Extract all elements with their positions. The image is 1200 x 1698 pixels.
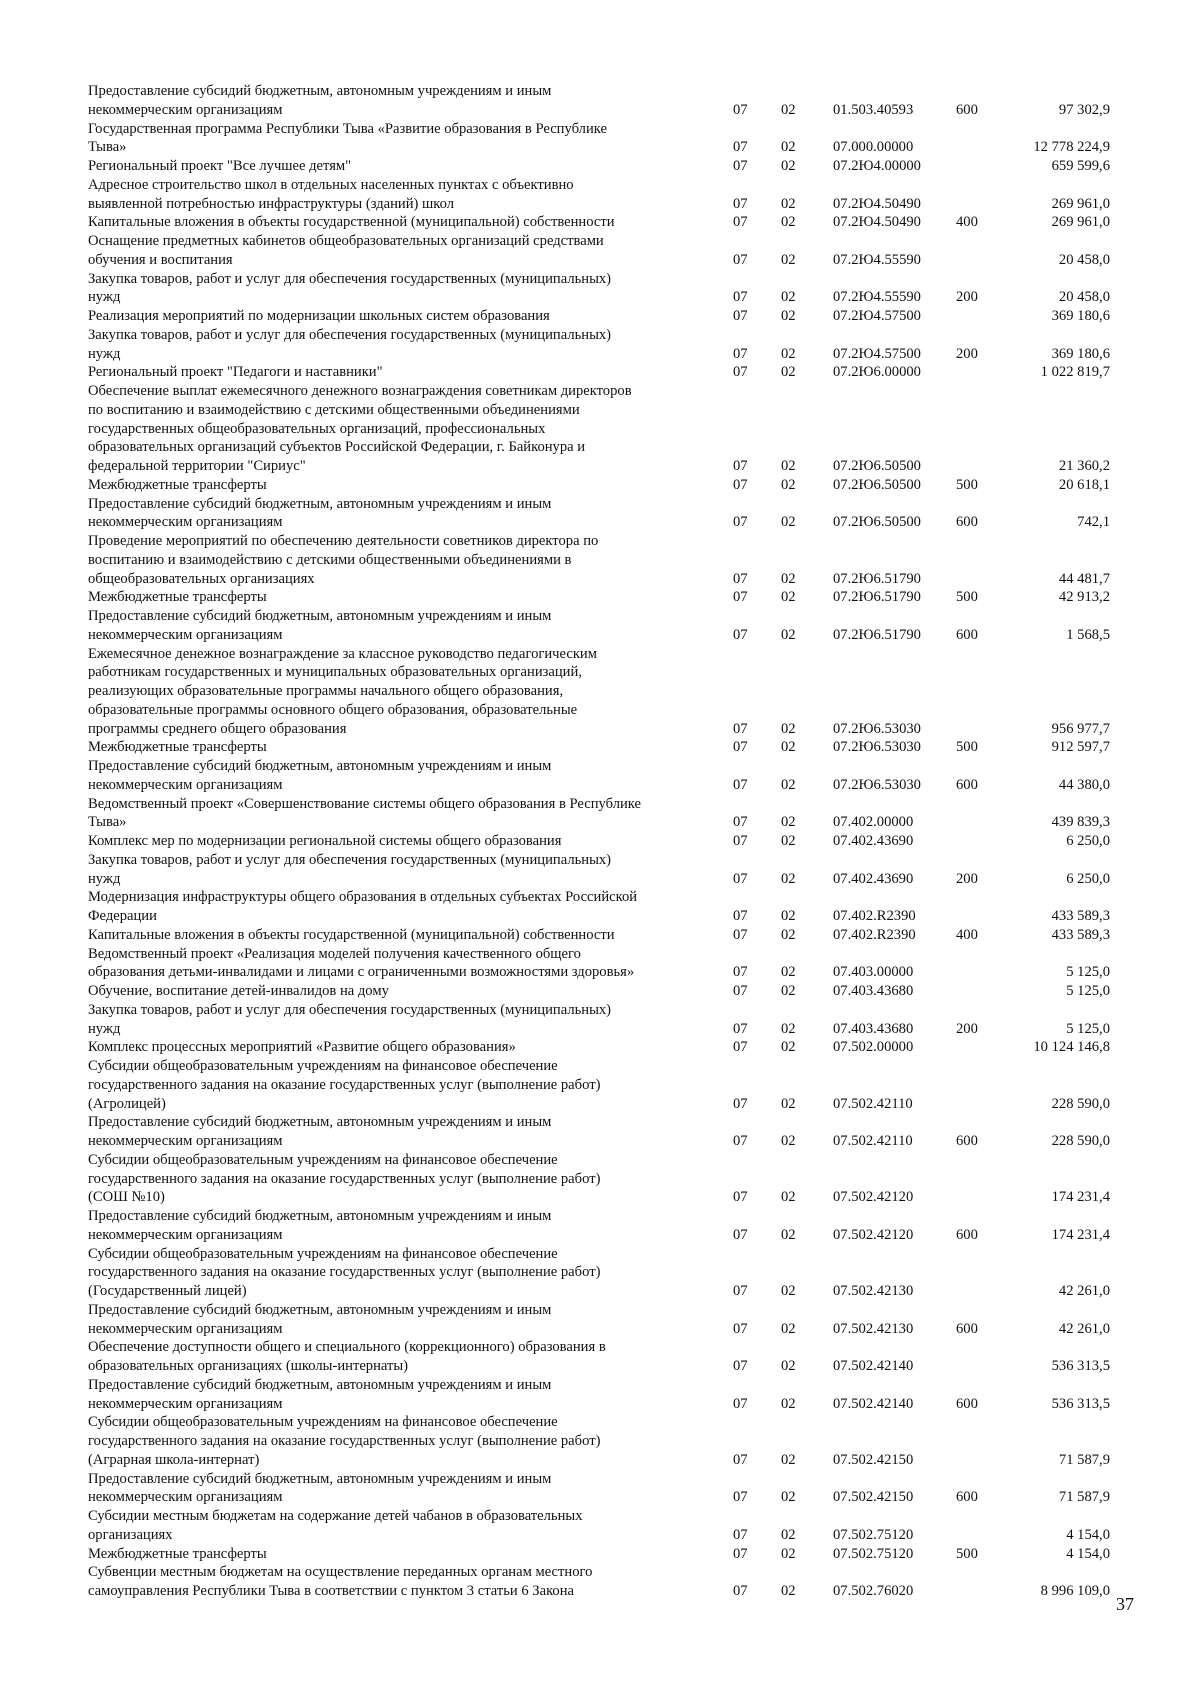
row-description: (СОШ №10) [88, 1189, 165, 1206]
amount: 228 590,0 [1051, 1133, 1110, 1149]
amount: 6 250,0 [1066, 833, 1110, 849]
table-row [0, 1470, 1200, 1508]
row-line: Межбюджетные трансферты 07 02 07.2Ю6.51790 500 42 913,2 [88, 589, 1110, 606]
row-line [0, 326, 1200, 345]
row-line [0, 1507, 1200, 1526]
row-line [0, 757, 1200, 776]
table-row [0, 1057, 1200, 1113]
row-line: (Аграрная школа-интернат) 07 02 07.502.42150 71 587,9 [88, 1451, 1110, 1468]
table-row [0, 495, 1200, 533]
amount: 956 977,7 [1051, 720, 1110, 737]
amount: 20 458,0 [1058, 251, 1110, 268]
row-description: самоуправления Республики Тыва в соответствии с пунктом 3 статьи 6 Закона [88, 1583, 575, 1599]
row-line: (Государственный лицей) 07 02 07.502.42130 42 261,0 [88, 1283, 1110, 1299]
amount: 20 458,0 [1058, 289, 1110, 306]
table-row [0, 270, 1200, 308]
table-row [0, 382, 1200, 476]
amount: 369 180,6 [1051, 308, 1110, 324]
row-line [0, 420, 1200, 439]
amount: 71 587,9 [1058, 1451, 1110, 1468]
row-line: нужд 07 02 07.402.43690 200 6 250,0 [88, 870, 1110, 887]
row-description: Предоставление субсидий бюджетным, автономным учреждениям и иным [88, 1301, 552, 1318]
amount: 269 961,0 [1051, 195, 1110, 212]
row-description: Капитальные вложения в объекты государственной (муниципальной) собственности [88, 214, 615, 231]
row-line [0, 1001, 1200, 1020]
row-line [0, 795, 1200, 814]
amount: 42 261,0 [1058, 1320, 1110, 1337]
row-line: некоммерческим организациям 07 02 07.502.42150 600 71 587,9 [88, 1489, 1110, 1506]
row-line: образования детьми-инвалидами и лицами с ограниченными возможностями здоровья» 07 02 07.403.00000 5 125,0 [88, 964, 1110, 981]
row-description: государственного задания на оказание государственных услуг (выполнение работ) [88, 1433, 601, 1449]
row-description: Предоставление субсидий бюджетным, автономным учреждениям и иным [88, 758, 552, 774]
row-description: Предоставление субсидий бюджетным, автономным учреждениям и иным [88, 1208, 552, 1224]
row-line [0, 1432, 1200, 1451]
amount: 12 778 224,9 [1033, 139, 1110, 156]
row-line [0, 1263, 1200, 1282]
row-description: Предоставление субсидий бюджетным, автономным учреждениям и иным [88, 495, 552, 512]
row-description: государственного задания на оказание государственных услуг (выполнение работ) [88, 1264, 601, 1281]
row-description: Предоставление субсидий бюджетным, автономным учреждениям и иным [88, 83, 552, 99]
amount: 912 597,7 [1051, 739, 1110, 756]
table-row [0, 757, 1200, 795]
row-line: некоммерческим организациям 07 02 01.503.40593 600 97 302,9 [88, 101, 1110, 118]
row-line: федеральной территории "Сириус" 07 02 07.2Ю6.50500 21 360,2 [88, 458, 1110, 474]
amount: 174 231,4 [1051, 1226, 1110, 1243]
row-line [0, 1563, 1200, 1582]
row-line [0, 382, 1200, 401]
row-description: некоммерческим организациям [88, 1133, 283, 1149]
row-line: некоммерческим организациям 07 02 07.502.42110 600 228 590,0 [88, 1133, 1110, 1149]
amount: 5 125,0 [1066, 964, 1110, 981]
row-description: Оснащение предметных кабинетов общеобразовательных организаций средствами [88, 233, 604, 249]
row-description: нужд [88, 870, 121, 887]
row-description: Закупка товаров, работ и услуг для обеспечения государственных (муниципальных) [88, 326, 612, 343]
row-description: образовательные программы основного общего образования, образовательные [88, 701, 578, 718]
row-line: Федерации 07 02 07.402.R2390 433 589,3 [88, 908, 1110, 924]
row-description: Капитальные вложения в объекты государственной (муниципальной) собственности [88, 926, 615, 943]
row-description: Тыва» [88, 139, 127, 156]
table-row [0, 1151, 1200, 1207]
row-description: некоммерческим организациям [88, 776, 283, 793]
row-line [0, 1076, 1200, 1095]
amount: 5 125,0 [1066, 1020, 1110, 1037]
table-row [0, 945, 1200, 983]
row-line [0, 945, 1200, 964]
row-line [0, 645, 1200, 664]
row-line: Комплекс мер по модернизации региональной системы общего образования 07 02 07.402.43690 6 250,0 [88, 833, 1110, 849]
amount: 269 961,0 [1051, 214, 1110, 231]
row-description: реализующих образовательные программы начального общего образования, [88, 683, 564, 699]
row-line [0, 851, 1200, 870]
table-row [0, 1338, 1200, 1376]
row-line: (Агролицей) 07 02 07.502.42110 228 590,0 [88, 1095, 1110, 1112]
row-line: Межбюджетные трансферты 07 02 07.2Ю6.53030 500 912 597,7 [88, 739, 1110, 756]
row-line [0, 438, 1200, 457]
amount: 369 180,6 [1051, 345, 1110, 362]
row-description: некоммерческим организациям [88, 1320, 283, 1337]
row-line [0, 1245, 1200, 1264]
row-description: Государственная программа Республики Тыва «Развитие образования в Республике [88, 120, 607, 137]
row-description: Модернизация инфраструктуры общего образования в отдельных субъектах Российской [88, 889, 638, 906]
row-line [0, 607, 1200, 626]
row-description: выявленной потребностью инфраструктуры (зданий) школ [88, 195, 455, 212]
row-line [0, 663, 1200, 682]
row-description: Межбюджетные трансферты [88, 476, 267, 493]
row-description: государственного задания на оказание государственных услуг (выполнение работ) [88, 1076, 601, 1093]
table-row [0, 532, 1200, 588]
row-line [0, 1338, 1200, 1357]
row-description: некоммерческим организациям [88, 626, 283, 643]
amount: 439 839,3 [1051, 814, 1110, 831]
table-row [0, 1245, 1200, 1301]
row-line: обучения и воспитания 07 02 07.2Ю4.55590 20 458,0 [88, 251, 1110, 268]
row-line [0, 1207, 1200, 1226]
row-line: Межбюджетные трансферты 07 02 07.502.75120 500 4 154,0 [88, 1545, 1110, 1562]
row-description: Комплекс процессных мероприятий «Развитие общего образования» [88, 1039, 516, 1056]
amount: 42 913,2 [1058, 589, 1110, 606]
row-line [0, 176, 1200, 195]
row-line [0, 1113, 1200, 1132]
row-description: Субсидии общеобразовательным учреждениям на финансовое обеспечение [88, 1058, 558, 1074]
row-description: Субсидии общеобразовательным учреждениям на финансовое обеспечение [88, 1245, 558, 1262]
row-description: Ведомственный проект «Совершенствование системы общего образования в Республике [88, 795, 641, 812]
row-description: обучения и воспитания [88, 251, 233, 268]
row-description: федеральной территории "Сириус" [88, 458, 306, 474]
row-line [0, 120, 1200, 139]
row-description: некоммерческим организациям [88, 1226, 283, 1243]
amount: 21 360,2 [1058, 458, 1110, 474]
amount: 4 154,0 [1066, 1526, 1110, 1543]
row-line [0, 495, 1200, 514]
table-row [0, 1301, 1200, 1339]
budget-table [0, 82, 1200, 1601]
row-description: (Государственный лицей) [88, 1283, 247, 1299]
row-line [0, 1470, 1200, 1489]
amount: 433 589,3 [1051, 908, 1110, 924]
row-description: Региональный проект "Педагоги и наставники" [88, 364, 383, 381]
table-row [0, 588, 1200, 607]
row-line: общеобразовательных организациях 07 02 07.2Ю6.51790 44 481,7 [88, 570, 1110, 587]
row-line [0, 1151, 1200, 1170]
row-description: организациях [88, 1526, 173, 1543]
row-line: некоммерческим организациям 07 02 07.2Ю6.51790 600 1 568,5 [88, 626, 1110, 643]
row-description: Обеспечение доступности общего и специального (коррекционного) образования в [88, 1339, 606, 1356]
table-row [0, 645, 1200, 739]
row-line [0, 551, 1200, 570]
amount: 20 618,1 [1058, 476, 1110, 493]
row-description: некоммерческим организациям [88, 101, 283, 118]
amount: 44 380,0 [1058, 776, 1110, 793]
row-line: нужд 07 02 07.403.43680 200 5 125,0 [88, 1020, 1110, 1037]
row-line: некоммерческим организациям 07 02 07.2Ю6.53030 600 44 380,0 [88, 776, 1110, 793]
row-line: Тыва» 07 02 07.000.00000 12 778 224,9 [88, 139, 1110, 156]
table-row [0, 157, 1200, 176]
table-row [0, 1545, 1200, 1564]
table-row [0, 1376, 1200, 1414]
table-row [0, 363, 1200, 382]
table-row [0, 832, 1200, 851]
row-line: Тыва» 07 02 07.402.00000 439 839,3 [88, 814, 1110, 831]
table-row [0, 326, 1200, 364]
row-description: Реализация мероприятий по модернизации школьных систем образования [88, 308, 550, 324]
table-row [0, 232, 1200, 270]
amount: 6 250,0 [1066, 870, 1110, 887]
table-row [0, 1413, 1200, 1469]
amount: 44 481,7 [1058, 570, 1110, 587]
row-line: выявленной потребностью инфраструктуры (зданий) школ 07 02 07.2Ю4.50490 269 961,0 [88, 195, 1110, 212]
amount: 4 154,0 [1066, 1545, 1110, 1562]
amount: 10 124 146,8 [1033, 1039, 1110, 1056]
row-description: Федерации [88, 908, 157, 924]
row-line: Межбюджетные трансферты 07 02 07.2Ю6.50500 500 20 618,1 [88, 476, 1110, 493]
row-description: Предоставление субсидий бюджетным, автономным учреждениям и иным [88, 1470, 552, 1487]
row-description: Обучение, воспитание детей-инвалидов на дому [88, 983, 389, 999]
row-line [0, 1301, 1200, 1320]
row-description: нужд [88, 289, 121, 306]
row-line: некоммерческим организациям 07 02 07.2Ю6.50500 600 742,1 [88, 514, 1110, 531]
row-description: Обеспечение выплат ежемесячного денежного вознаграждения советникам директоров [88, 383, 632, 399]
amount: 8 996 109,0 [1040, 1583, 1110, 1599]
row-line: самоуправления Республики Тыва в соответствии с пунктом 3 статьи 6 Закона 07 02 07.502.76020 8 996 109,0 [88, 1583, 1110, 1599]
table-row [0, 926, 1200, 945]
table-row [0, 476, 1200, 495]
row-line: некоммерческим организациям 07 02 07.502.42140 600 536 313,5 [88, 1395, 1110, 1412]
row-description: Предоставление субсидий бюджетным, автономным учреждениям и иным [88, 1114, 552, 1131]
table-row [0, 1038, 1200, 1057]
row-description: государственных общеобразовательных организаций, профессиональных [88, 420, 546, 437]
row-line [0, 82, 1200, 101]
table-row [0, 1113, 1200, 1151]
row-description: Межбюджетные трансферты [88, 739, 267, 756]
row-line [0, 1057, 1200, 1076]
row-description: Закупка товаров, работ и услуг для обеспечения государственных (муниципальных) [88, 851, 612, 868]
row-description: некоммерческим организациям [88, 514, 283, 531]
row-description: образовательных организаций субъектов Российской Федерации, г. Байконура и [88, 439, 586, 456]
row-line: некоммерческим организациям 07 02 07.502.42120 600 174 231,4 [88, 1226, 1110, 1243]
row-line: программы среднего общего образования 07 02 07.2Ю6.53030 956 977,7 [88, 720, 1110, 737]
row-description: по воспитанию и взаимодействию с детскими общественными объединениями [88, 401, 580, 418]
row-description: некоммерческим организациям [88, 1489, 283, 1506]
row-description: Проведение мероприятий по обеспечению деятельности советников директора по [88, 533, 599, 549]
table-row [0, 120, 1200, 158]
amount: 1 568,5 [1066, 626, 1110, 643]
row-description: Межбюджетные трансферты [88, 589, 267, 606]
row-line: нужд 07 02 07.2Ю4.55590 200 20 458,0 [88, 289, 1110, 306]
row-line [0, 682, 1200, 701]
row-line: некоммерческим организациям 07 02 07.502.42130 600 42 261,0 [88, 1320, 1110, 1337]
amount: 742,1 [1077, 514, 1110, 531]
row-description: Субвенции местным бюджетам на осуществление переданных органам местного [88, 1564, 593, 1581]
row-description: Предоставление субсидий бюджетным, автономным учреждениям и иным [88, 608, 552, 624]
row-description: Закупка товаров, работ и услуг для обеспечения государственных (муниципальных) [88, 270, 612, 287]
table-row [0, 1507, 1200, 1545]
table-row [0, 82, 1200, 120]
row-description: общеобразовательных организациях [88, 570, 315, 587]
row-description: некоммерческим организациям [88, 1395, 283, 1412]
row-description: воспитанию и взаимодействию с детскими общественными объединениями в [88, 551, 572, 568]
row-line: образовательных организациях (школы-интернаты) 07 02 07.502.42140 536 313,5 [88, 1358, 1110, 1374]
row-line [0, 532, 1200, 551]
amount: 659 599,6 [1051, 158, 1110, 174]
row-description: (Агролицей) [88, 1095, 166, 1112]
amount: 71 587,9 [1058, 1489, 1110, 1506]
row-description: Субсидии общеобразовательным учреждениям на финансовое обеспечение [88, 1414, 558, 1431]
row-description: Комплекс мер по модернизации региональной системы общего образования [88, 833, 562, 849]
row-line: Капитальные вложения в объекты государственной (муниципальной) собственности 07 02 07.2Ю4.50490 400 269 961,0 [88, 214, 1110, 231]
table-row [0, 851, 1200, 889]
row-description: образования детьми-инвалидами и лицами с ограниченными возможностями здоровья» [88, 964, 635, 981]
amount: 174 231,4 [1051, 1189, 1110, 1206]
page-number: 37 [1116, 1594, 1134, 1614]
row-description: образовательных организациях (школы-интернаты) [88, 1358, 409, 1374]
row-line [0, 701, 1200, 720]
row-line: Капитальные вложения в объекты государственной (муниципальной) собственности 07 02 07.402.R2390 400 433 589,3 [88, 926, 1110, 943]
amount: 42 261,0 [1058, 1283, 1110, 1299]
row-description: Субсидии общеобразовательным учреждениям на финансовое обеспечение [88, 1151, 558, 1168]
row-description: Предоставление субсидий бюджетным, автономным учреждениям и иным [88, 1376, 552, 1393]
row-line: Региональный проект "Все лучшее детям" 07 02 07.2Ю4.00000 659 599,6 [88, 158, 1110, 174]
amount: 1 022 819,7 [1040, 364, 1110, 381]
row-line: Региональный проект "Педагоги и наставники" 07 02 07.2Ю6.00000 1 022 819,7 [88, 364, 1110, 381]
table-row [0, 795, 1200, 833]
row-line [0, 888, 1200, 907]
amount: 5 125,0 [1066, 983, 1110, 999]
row-line: Реализация мероприятий по модернизации школьных систем образования 07 02 07.2Ю4.57500 369 180,6 [88, 308, 1110, 324]
row-line: (СОШ №10) 07 02 07.502.42120 174 231,4 [88, 1189, 1110, 1206]
row-description: программы среднего общего образования [88, 720, 347, 737]
table-row [0, 888, 1200, 926]
table-row [0, 1563, 1200, 1601]
row-line: организациях 07 02 07.502.75120 4 154,0 [88, 1526, 1110, 1543]
table-row [0, 982, 1200, 1001]
row-line [0, 232, 1200, 251]
table-row [0, 176, 1200, 214]
table-row [0, 738, 1200, 757]
row-line: нужд 07 02 07.2Ю4.57500 200 369 180,6 [88, 345, 1110, 362]
row-description: работникам государственных и муниципальных образовательных организаций, [88, 664, 582, 681]
row-line: Комплекс процессных мероприятий «Развитие общего образования» 07 02 07.502.00000 10 124 146,8 [88, 1039, 1110, 1056]
row-line [0, 1376, 1200, 1395]
row-line [0, 1170, 1200, 1189]
row-description: Межбюджетные трансферты [88, 1545, 267, 1562]
row-description: Тыва» [88, 814, 127, 831]
row-description: Закупка товаров, работ и услуг для обеспечения государственных (муниципальных) [88, 1001, 612, 1018]
amount: 228 590,0 [1051, 1095, 1110, 1112]
amount: 536 313,5 [1051, 1358, 1110, 1374]
row-line: Обучение, воспитание детей-инвалидов на дому 07 02 07.403.43680 5 125,0 [88, 983, 1110, 999]
row-description: Ведомственный проект «Реализация моделей получения качественного общего [88, 945, 581, 962]
amount: 97 302,9 [1058, 101, 1110, 118]
row-line [0, 270, 1200, 289]
table-row [0, 1001, 1200, 1039]
row-description: Региональный проект "Все лучшее детям" [88, 158, 352, 174]
amount: 433 589,3 [1051, 926, 1110, 943]
row-description: государственного задания на оказание государственных услуг (выполнение работ) [88, 1170, 601, 1187]
row-description: Субсидии местным бюджетам на содержание детей чабанов в образовательных [88, 1508, 583, 1524]
row-line [0, 401, 1200, 420]
row-line [0, 1413, 1200, 1432]
row-description: (Аграрная школа-интернат) [88, 1451, 260, 1468]
table-row [0, 607, 1200, 645]
table-row [0, 1207, 1200, 1245]
row-description: нужд [88, 345, 121, 362]
row-description: Ежемесячное денежное вознаграждение за классное руководство педагогическим [88, 645, 597, 662]
amount: 536 313,5 [1051, 1395, 1110, 1412]
table-row [0, 213, 1200, 232]
row-description: нужд [88, 1020, 121, 1037]
table-row [0, 307, 1200, 326]
row-description: Адресное строительство школ в отдельных населенных пунктах с объективно [88, 176, 574, 193]
